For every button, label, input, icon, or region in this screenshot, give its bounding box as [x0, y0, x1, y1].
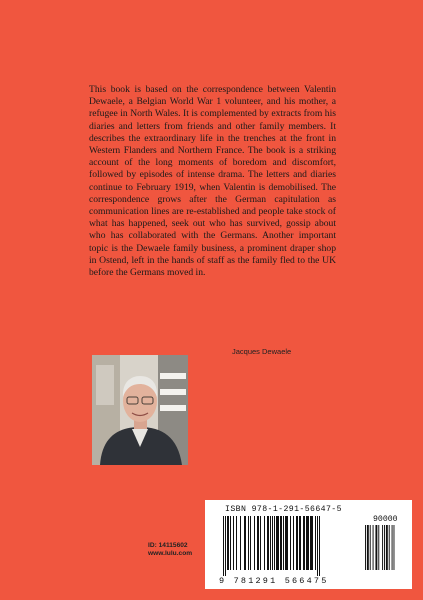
isbn-label: ISBN 978-1-291-56647-5	[225, 505, 342, 514]
barcode-bar	[227, 516, 229, 570]
barcode-bar	[389, 525, 390, 570]
barcode-bar	[285, 516, 288, 570]
author-name: Jacques Dewaele	[232, 347, 292, 356]
barcode-bar	[254, 516, 255, 570]
barcode-bar	[236, 516, 237, 570]
barcode-bar	[367, 525, 369, 570]
barcode-bar	[365, 525, 366, 570]
barcode-bar	[386, 525, 388, 570]
barcode-bar	[293, 516, 294, 570]
barcode-bar	[276, 516, 279, 570]
barcode-bar	[299, 516, 301, 570]
barcode-bar	[296, 516, 298, 570]
barcode-bar	[306, 516, 309, 570]
barcode-bar	[373, 525, 374, 570]
barcode-bar	[233, 516, 234, 570]
barcode-bar	[223, 516, 224, 576]
barcode-bar	[264, 516, 265, 570]
barcode-bar	[392, 525, 393, 570]
barcode-bar	[272, 516, 273, 570]
barcode-bar	[378, 525, 379, 570]
barcode-bar	[244, 516, 246, 570]
barcode-bar	[303, 516, 305, 570]
barcode-bar	[280, 516, 282, 570]
barcode-bar	[382, 525, 383, 570]
author-photo	[92, 355, 188, 465]
barcode-bar	[240, 516, 241, 570]
back-cover-blurb: This book is based on the correspondence between Valentin Dewaele, a Belgian World War 1 volunteer, and his mother, a refugee in North Wales. It is complemented by extracts from his diaries and letters from friends and other family members. It describes the extraordinary life in the trenches at the front in Western Flanders and Northern France. The book is a striking account of the long moments of boredom and discomfort, followed by episodes of intense drama. The letters and diaries continue to February 1919, when Valentin is demobilised. The correspondence grows after the German capitulation as communication lines are re-established and people take stock of what has happened, seek out who has survived, gossip about who has collaborated with the Germans. Another important topic is the Dewaele family business, a prominent draper shop in Ostend, left in the hands of staff as the family fled to the UK before the Germans moved in.	[89, 84, 336, 279]
barcode-bar	[230, 516, 231, 570]
barcode-bar	[257, 516, 259, 570]
publisher-id: ID: 14115602	[148, 542, 188, 549]
barcode-bar	[270, 516, 271, 570]
barcode-bar	[283, 516, 284, 570]
barcode-bar	[370, 525, 371, 570]
barcode-bar	[310, 516, 313, 570]
barcode-bar	[315, 516, 316, 570]
barcode-bar	[248, 516, 249, 570]
isbn-barcode	[205, 500, 412, 589]
barcode-bar	[317, 516, 318, 576]
addon-barcode-bars	[365, 525, 407, 576]
publisher-info	[148, 542, 192, 558]
barcode-bar	[394, 525, 395, 570]
isbn-digits: 9 781291 566475	[219, 576, 329, 586]
ean-barcode-bars	[223, 516, 359, 576]
barcode-bar	[290, 516, 291, 570]
barcode-bar	[260, 516, 261, 570]
barcode-bar	[319, 516, 320, 576]
barcode-bar	[267, 516, 269, 570]
barcode-bar	[225, 516, 226, 576]
publisher-url: www.lulu.com	[148, 550, 193, 557]
barcode-bar	[274, 516, 275, 570]
barcode-bar	[375, 525, 377, 570]
barcode-bar	[384, 525, 385, 570]
price-code: 90000	[373, 515, 398, 524]
barcode-bar	[250, 516, 251, 570]
